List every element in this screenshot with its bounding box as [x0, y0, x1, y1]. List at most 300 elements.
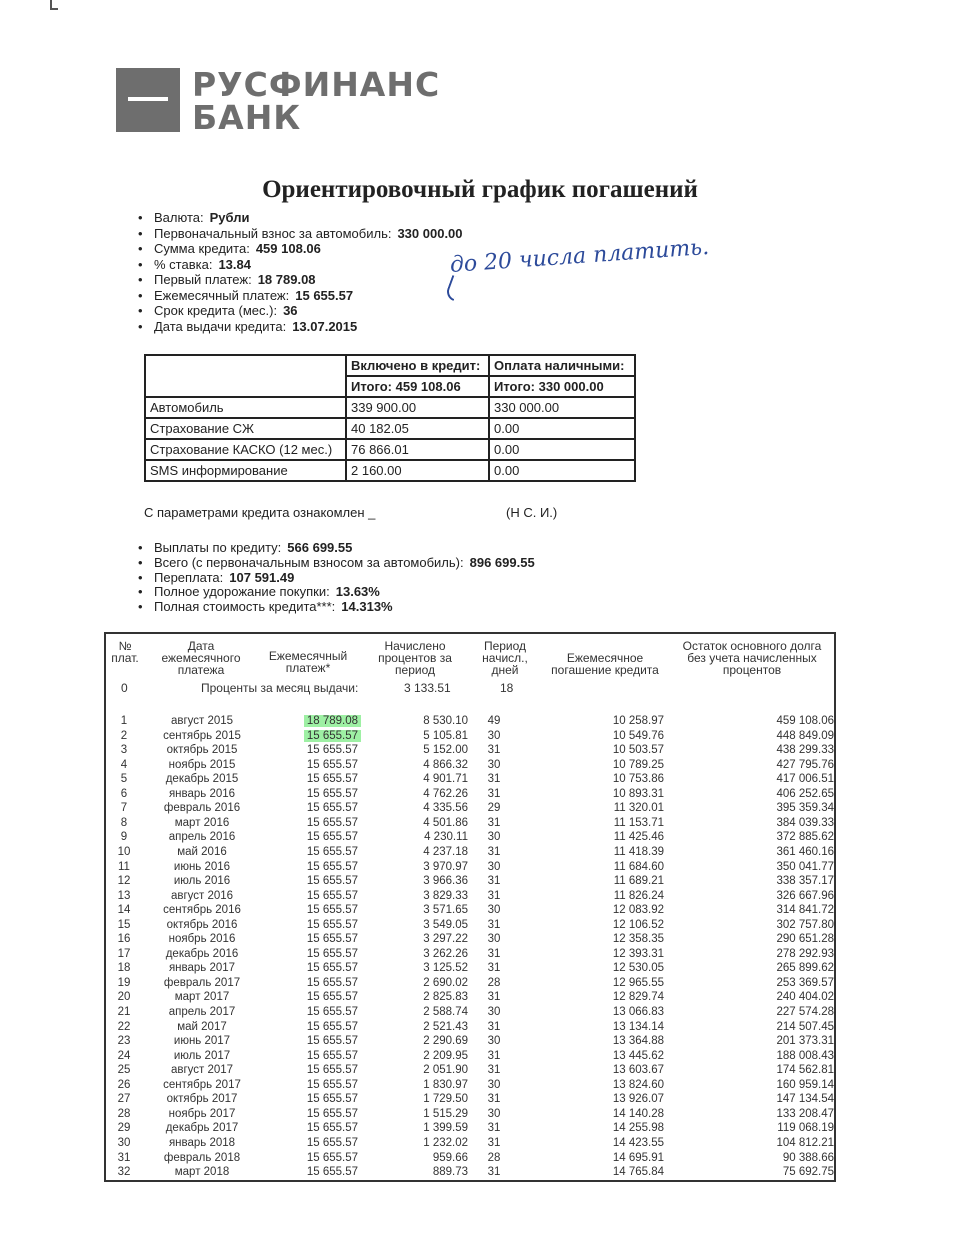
- row-balance: 395 359.34: [776, 802, 834, 815]
- row-interest: 959.66: [432, 1151, 468, 1164]
- param-currency: [138, 210, 463, 226]
- credit-table-row: [145, 397, 635, 418]
- total-cash: Итого: 330 000.00: [489, 376, 635, 397]
- schedule-row: [104, 961, 836, 976]
- param-first-payment: [138, 272, 463, 288]
- schedule-row: [104, 1020, 836, 1035]
- row-repay: 10 503.57: [612, 744, 664, 757]
- row-payment: 15 655.57: [306, 831, 358, 844]
- row-date: апрель 2017: [168, 1006, 236, 1018]
- row-payment: 15 655.57: [306, 802, 358, 815]
- row-interest: 2 521.43: [423, 1020, 468, 1033]
- schedule-row: [104, 729, 836, 744]
- schedule-row: [104, 1151, 836, 1166]
- row-interest: 2 290.69: [423, 1035, 468, 1048]
- total-item: [138, 556, 535, 571]
- row-date: июль 2016: [173, 875, 231, 888]
- row-date: август 2016: [170, 889, 234, 902]
- row-repay: 12 965.55: [612, 976, 664, 989]
- row-date: июнь 2016: [173, 860, 231, 873]
- credit-table-row: [145, 418, 635, 439]
- total-included: Итого: 459 108.06: [346, 376, 489, 397]
- row-date: октябрь 2016: [166, 918, 238, 931]
- row-balance: 174 562.81: [776, 1064, 834, 1077]
- param-label: % ставка:: [154, 256, 213, 272]
- row-date: март 2016: [174, 816, 230, 829]
- row-days: 31: [487, 1064, 501, 1077]
- logo-square-icon: [116, 68, 180, 132]
- row-repay: 11 684.60: [613, 860, 664, 873]
- schedule-row: [104, 1005, 836, 1020]
- row-days: 30: [487, 1078, 501, 1091]
- schedule-row: [104, 1165, 836, 1180]
- row-interest: 1 232.02: [423, 1136, 468, 1149]
- row-interest: 2 588.74: [423, 1006, 468, 1018]
- row-balance: 160 959.14: [776, 1078, 834, 1091]
- row-interest: 4 237.18: [423, 845, 468, 858]
- row-balance: 314 841.72: [776, 904, 834, 917]
- schedule-row: [104, 932, 836, 947]
- row-days: 31: [487, 1122, 501, 1135]
- row-payment: 15 655.57: [306, 1035, 358, 1048]
- row-days: 31: [487, 816, 501, 829]
- row-num: 32: [117, 1166, 131, 1179]
- row-date: июнь 2017: [173, 1035, 231, 1048]
- row-date: сентябрь 2017: [163, 1078, 241, 1091]
- row-balance: 302 757.80: [776, 918, 834, 931]
- bank-logo: [116, 65, 441, 137]
- row-interest: 2 051.90: [423, 1064, 468, 1077]
- row-days: 31: [487, 947, 501, 960]
- row-payment: 15 655.57: [306, 860, 358, 873]
- row-balance: 290 651.28: [776, 933, 834, 946]
- row-num: 15: [117, 918, 131, 931]
- schedule-row: [104, 1034, 836, 1049]
- row-interest: 3 262.26: [423, 947, 468, 960]
- row0-interest: 3 133.51: [404, 681, 451, 695]
- row-balance: 188 008.43: [776, 1049, 834, 1062]
- col-header-period: Период начисл., дней: [482, 639, 528, 677]
- total-value: 566 699.55: [287, 540, 353, 555]
- schedule-row: [104, 772, 836, 787]
- row-days: 30: [487, 1107, 501, 1120]
- row-days: 31: [487, 1136, 501, 1149]
- signature-name: (Н С. И.): [506, 505, 558, 520]
- row-days: 49: [487, 715, 501, 727]
- param-issue-date: [138, 319, 463, 335]
- row-num: 13: [117, 889, 131, 902]
- row-date: ноябрь 2016: [168, 933, 236, 946]
- row-date: август 2017: [170, 1064, 234, 1077]
- row-repay: 12 393.31: [612, 947, 664, 960]
- param-down-payment: [138, 226, 463, 242]
- schedule-row: [104, 1049, 836, 1064]
- schedule-row: [104, 1107, 836, 1122]
- total-item: [138, 585, 535, 600]
- row-days: 28: [487, 976, 501, 989]
- row-num: 10: [117, 845, 131, 858]
- row-num: 27: [117, 1093, 131, 1106]
- item-included: 76 866.01: [346, 439, 489, 460]
- row-interest: 2 209.95: [423, 1049, 468, 1062]
- row-date: август 2015: [170, 715, 234, 727]
- row-interest: 8 530.10: [423, 715, 468, 727]
- row-interest: 4 866.32: [423, 758, 468, 771]
- total-label: Всего (с первоначальным взносом за автомобиль):: [154, 554, 464, 570]
- row-repay: 10 753.86: [612, 773, 664, 786]
- highlighted-payment: 18 789.08: [304, 715, 361, 727]
- row-num: 23: [117, 1035, 131, 1048]
- row-interest: 3 966.36: [423, 875, 468, 888]
- param-credit-amount: [138, 241, 463, 257]
- schedule-row: [104, 743, 836, 758]
- param-value: 15 655.57: [295, 287, 354, 303]
- param-monthly-payment: [138, 288, 463, 304]
- row-balance: 326 667.96: [776, 889, 834, 902]
- row-days: 31: [487, 1093, 501, 1106]
- row-payment: 15 655.57: [306, 875, 358, 888]
- param-label: Ежемесячный платеж:: [154, 287, 290, 303]
- row-date: ноябрь 2017: [168, 1107, 236, 1120]
- schedule-row: [104, 990, 836, 1005]
- item-name: Страхование КАСКО (12 мес.): [145, 439, 346, 460]
- row-repay: 14 695.91: [612, 1151, 664, 1164]
- col-header-balance: Остаток основного долга без учета начисленных процентов: [682, 639, 822, 677]
- item-cash: 330 000.00: [489, 397, 635, 418]
- row-num: 4: [120, 758, 128, 771]
- row-repay: 14 255.98: [612, 1122, 664, 1135]
- document-title: Ориентировочный график погашений: [262, 176, 698, 203]
- row-balance: 350 041.77: [776, 860, 834, 873]
- row-payment: 15 655.57: [306, 1151, 358, 1164]
- schedule-row: [104, 874, 836, 889]
- credit-table-row: [145, 460, 635, 481]
- row-interest: 2 690.02: [423, 976, 468, 989]
- schedule-row: [104, 1121, 836, 1136]
- schedule-row: [104, 1078, 836, 1093]
- row-balance: 278 292.93: [776, 947, 834, 960]
- schedule-row: [104, 976, 836, 991]
- row-repay: 12 083.92: [612, 904, 664, 917]
- row-repay: 13 364.88: [612, 1035, 664, 1048]
- row-num: 8: [120, 816, 128, 829]
- row-balance: 227 574.28: [776, 1006, 834, 1018]
- item-name: Страхование СЖ: [145, 418, 346, 439]
- row-interest: 3 125.52: [423, 962, 468, 975]
- row-date: январь 2018: [168, 1136, 236, 1149]
- row-repay: 11 425.46: [613, 831, 664, 844]
- row-num: 21: [117, 1006, 131, 1018]
- col-header-num: № плат.: [111, 639, 139, 665]
- row-payment: 15 655.57: [306, 991, 358, 1004]
- row-repay: 12 829.74: [612, 991, 664, 1004]
- row-num: 31: [117, 1151, 131, 1164]
- row-balance: 201 373.31: [776, 1035, 834, 1048]
- row-payment: 15 655.57: [306, 1049, 358, 1062]
- row-balance: 438 299.33: [776, 744, 834, 757]
- bank-name-line2: БАНК: [192, 98, 302, 137]
- row0-label: Проценты за месяц выдачи:: [201, 681, 359, 695]
- row-num: 24: [117, 1049, 131, 1062]
- total-label: Переплата:: [154, 569, 224, 585]
- row-interest: 2 825.83: [423, 991, 468, 1004]
- row-days: 30: [487, 831, 501, 844]
- row-repay: 13 066.83: [612, 1006, 664, 1018]
- row-repay: 13 603.67: [612, 1064, 664, 1077]
- row-days: 31: [487, 918, 501, 931]
- row-balance: 240 404.02: [776, 991, 834, 1004]
- row-balance: 417 006.51: [776, 773, 834, 786]
- row-payment: 15 655.57: [306, 1093, 358, 1106]
- acknowledgement-text: С параметрами кредита ознакомлен _: [144, 505, 376, 520]
- item-name: Автомобиль: [145, 397, 346, 418]
- row-repay: 14 140.28: [612, 1107, 664, 1120]
- row-days: 31: [487, 962, 501, 975]
- param-value: 459 108.06: [255, 241, 321, 256]
- row-date: сентябрь 2016: [163, 904, 241, 917]
- row-days: 30: [487, 860, 501, 873]
- row-payment: 15 655.57: [306, 773, 358, 786]
- row-days: 31: [487, 991, 501, 1004]
- row-interest: 3 829.33: [423, 889, 468, 902]
- row-payment: 15 655.57: [306, 744, 358, 757]
- credit-parameters: [138, 210, 463, 334]
- total-label: Полная стоимость кредита***:: [154, 599, 336, 615]
- row-date: ноябрь 2015: [168, 758, 236, 771]
- credit-totals: [138, 541, 535, 615]
- row-days: 28: [487, 1151, 501, 1164]
- row-payment: 15 655.57: [306, 1122, 358, 1135]
- row-num: 19: [117, 976, 131, 989]
- row-repay: 11 418.39: [613, 845, 664, 858]
- row-num: 9: [120, 831, 128, 844]
- row-repay: 10 549.76: [612, 729, 664, 742]
- row-date: декабрь 2016: [165, 947, 239, 960]
- row-date: октябрь 2015: [166, 744, 238, 757]
- row-balance: 448 849.09: [776, 729, 834, 742]
- row-interest: 4 762.26: [423, 787, 468, 800]
- row-payment: 15 655.57: [306, 1078, 358, 1091]
- row-num: 7: [120, 802, 128, 815]
- row-interest: 3 549.05: [423, 918, 468, 931]
- item-cash: 0.00: [489, 418, 635, 439]
- row-num: 17: [117, 947, 131, 960]
- row-balance: 214 507.45: [776, 1020, 834, 1033]
- row-payment: 15 655.57: [306, 787, 358, 800]
- row-interest: 1 830.97: [423, 1078, 468, 1091]
- schedule-row: [104, 903, 836, 918]
- row-repay: 10 789.25: [612, 758, 664, 771]
- row-balance: 253 369.57: [776, 976, 834, 989]
- row-repay: 13 926.07: [612, 1093, 664, 1106]
- row-interest: 4 501.86: [423, 816, 468, 829]
- row0-num: 0: [121, 681, 128, 695]
- row-days: 31: [487, 845, 501, 858]
- row-repay: 11 689.21: [613, 875, 664, 888]
- row-num: 11: [118, 860, 130, 873]
- row-days: 31: [487, 1166, 501, 1179]
- header-included: Включено в кредит:: [346, 355, 489, 376]
- schedule-row: [104, 889, 836, 904]
- credit-table-row: [145, 439, 635, 460]
- row-num: 14: [117, 904, 131, 917]
- row-date: февраль 2018: [163, 1151, 241, 1164]
- param-value: Рубли: [209, 210, 250, 225]
- param-value: 36: [283, 303, 298, 318]
- row-date: декабрь 2017: [165, 1122, 239, 1135]
- row-payment: 15 655.57: [306, 1136, 358, 1149]
- row-payment: 15 655.57: [306, 947, 358, 960]
- row-repay: 11 826.24: [613, 889, 664, 902]
- row-date: сентябрь 2015: [163, 729, 241, 742]
- row-date: январь 2017: [168, 962, 236, 975]
- total-item: [138, 600, 535, 615]
- row-days: 31: [487, 773, 501, 786]
- row-payment: 15 655.57: [306, 904, 358, 917]
- param-label: Первоначальный взнос за автомобиль:: [154, 225, 392, 241]
- col-header-payment: Ежемесячный платеж*: [268, 649, 348, 675]
- row-days: 29: [487, 802, 501, 815]
- row-payment: 15 655.57: [306, 976, 358, 989]
- row-balance: 147 134.54: [776, 1093, 834, 1106]
- schedule-row: [104, 1136, 836, 1151]
- bank-name-line1: РУСФИНАНС: [192, 65, 441, 104]
- row-num: 16: [117, 933, 131, 946]
- row-date: декабрь 2015: [165, 773, 239, 786]
- item-included: 2 160.00: [346, 460, 489, 481]
- row-date: апрель 2016: [168, 831, 236, 844]
- row-num: 1: [120, 715, 128, 727]
- scan-corner-mark: [50, 0, 58, 10]
- schedule-row: [104, 1063, 836, 1078]
- row-days: 30: [487, 904, 501, 917]
- row-date: февраль 2016: [163, 802, 241, 815]
- row-days: 31: [487, 889, 501, 902]
- row-days: 30: [487, 758, 501, 771]
- row-payment: [268, 729, 358, 744]
- row-balance: 459 108.06: [776, 715, 834, 727]
- row-balance: 133 208.47: [776, 1107, 834, 1120]
- param-value: 13.84: [218, 256, 251, 272]
- schedule-row: [104, 787, 836, 802]
- schedule-row: [104, 845, 836, 860]
- handwritten-note: до 20 числа платить.: [449, 234, 710, 278]
- schedule-row: [104, 816, 836, 831]
- row-interest: 4 230.11: [424, 831, 468, 844]
- row-balance: 338 357.17: [776, 875, 834, 888]
- param-rate: [138, 257, 463, 273]
- param-term: [138, 303, 463, 319]
- row-interest: 3 970.97: [423, 860, 468, 873]
- row-interest: 4 335.56: [423, 802, 468, 815]
- row-payment: 15 655.57: [306, 816, 358, 829]
- row-repay: 12 106.52: [612, 918, 664, 931]
- row-days: 30: [487, 1035, 501, 1048]
- param-value: 13.07.2015: [292, 318, 358, 334]
- row-days: 31: [487, 787, 501, 800]
- row-days: 30: [487, 1006, 501, 1018]
- param-value: 18 789.08: [257, 272, 316, 287]
- item-name: SMS информирование: [145, 460, 346, 481]
- col-header-repay: Ежемесячное погашение кредита: [551, 651, 659, 677]
- schedule-row: [104, 801, 836, 816]
- row-num: 12: [117, 875, 131, 888]
- schedule-row: [104, 860, 836, 875]
- row-days: 31: [487, 875, 501, 888]
- row-date: март 2018: [174, 1166, 230, 1179]
- item-included: 339 900.00: [346, 397, 489, 418]
- total-value: 14.313%: [341, 599, 393, 615]
- param-label: Валюта:: [154, 210, 204, 225]
- row-interest: 1 399.59: [423, 1122, 468, 1135]
- row-num: 3: [120, 744, 128, 757]
- row-payment: 15 655.57: [306, 1006, 358, 1018]
- row-num: 25: [117, 1064, 131, 1077]
- param-value: 330 000.00: [397, 225, 463, 241]
- row-payment: 15 655.57: [306, 1166, 358, 1179]
- row-payment: 15 655.57: [306, 758, 358, 771]
- row-interest: 5 152.00: [423, 744, 468, 757]
- row-days: 30: [487, 933, 501, 946]
- total-item: [138, 571, 535, 586]
- row-balance: 90 388.66: [782, 1151, 834, 1164]
- total-label: Выплаты по кредиту:: [154, 540, 282, 555]
- row-repay: 12 358.35: [612, 933, 664, 946]
- param-label: Срок кредита (мес.):: [154, 303, 278, 318]
- row-repay: 10 258.97: [612, 715, 664, 727]
- row-repay: 13 445.62: [612, 1049, 664, 1062]
- row-interest: 5 105.81: [423, 729, 468, 742]
- row-payment: 15 655.57: [306, 1107, 358, 1120]
- total-label: Полное удорожание покупки:: [154, 584, 330, 600]
- total-item: [138, 541, 535, 556]
- param-label: Первый платеж:: [154, 272, 252, 287]
- row-interest: 1 729.50: [423, 1093, 468, 1106]
- row-payment: 15 655.57: [306, 889, 358, 902]
- credit-table-header-row: [145, 355, 635, 376]
- row-date: февраль 2017: [163, 976, 241, 989]
- param-label: Сумма кредита:: [154, 241, 250, 256]
- schedule-row: [104, 758, 836, 773]
- highlighted-payment: 15 655.57: [304, 730, 361, 742]
- row-interest: 889.73: [432, 1166, 468, 1179]
- credit-composition-table: [144, 354, 636, 482]
- item-cash: 0.00: [489, 439, 635, 460]
- row-balance: 265 899.62: [776, 962, 834, 975]
- header-cash: Оплата наличными:: [489, 355, 635, 376]
- row-date: май 2016: [177, 845, 227, 858]
- schedule-row: [104, 918, 836, 933]
- row-num: 20: [117, 991, 131, 1004]
- row-balance: 427 795.76: [776, 758, 834, 771]
- row-days: 31: [487, 1049, 501, 1062]
- row-num: 2: [120, 729, 128, 742]
- row-interest: 1 515.29: [423, 1107, 468, 1120]
- row-payment: 15 655.57: [306, 1020, 358, 1033]
- row-date: январь 2016: [168, 787, 236, 800]
- row-payment: 15 655.57: [306, 962, 358, 975]
- total-value: 13.63%: [335, 584, 380, 600]
- row-interest: 3 297.22: [423, 933, 468, 946]
- row0-days: 18: [500, 681, 514, 695]
- row-date: октябрь 2017: [166, 1093, 238, 1106]
- row-balance: 384 039.33: [776, 816, 834, 829]
- credit-table-corner: [145, 355, 346, 397]
- row-num: 26: [117, 1078, 131, 1091]
- row-repay: 13 824.60: [612, 1078, 664, 1091]
- row-repay: 11 320.01: [613, 802, 664, 815]
- row-payment: 15 655.57: [306, 1064, 358, 1077]
